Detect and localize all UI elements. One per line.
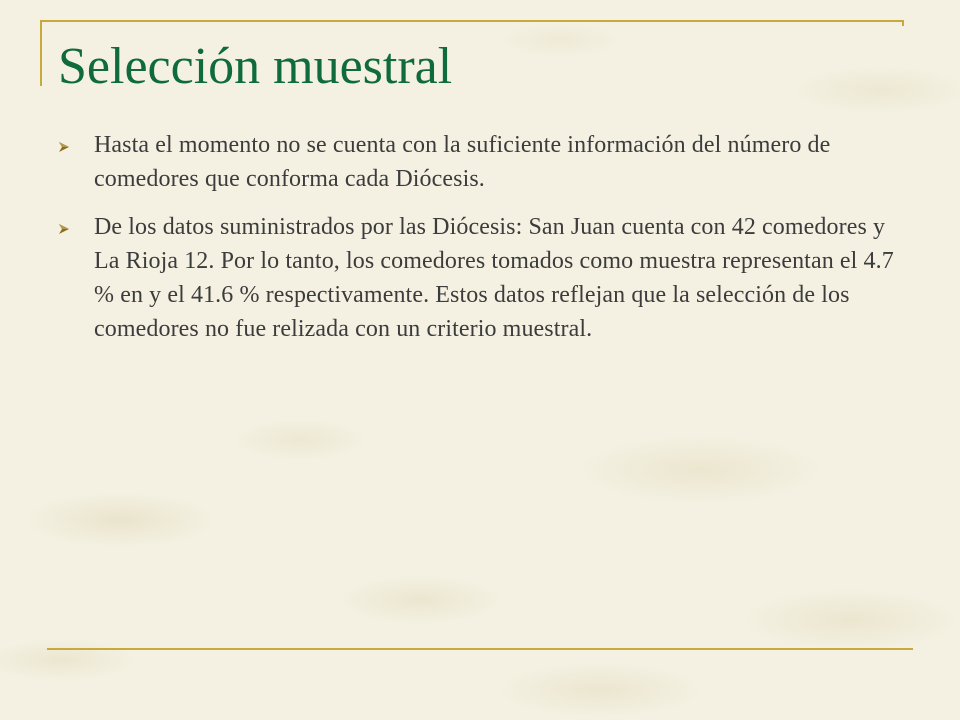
- bullet-list: [58, 128, 908, 360]
- slide-title: Selección muestral: [58, 38, 453, 95]
- arrow-bullet-icon: [58, 128, 94, 153]
- right-frame-tick: [902, 20, 904, 26]
- bullet-item: [58, 210, 908, 346]
- bullet-item: [58, 128, 908, 196]
- arrow-bullet-icon: [58, 210, 94, 235]
- left-frame-line: [40, 20, 42, 86]
- bottom-frame-line: [47, 648, 913, 650]
- top-frame-line: [40, 20, 904, 22]
- bullet-text: De los datos suministrados por las Diócesis: San Juan cuenta con 42 comedores y La Rioja 12. Por lo tanto, los comedores tomados como muestra representan el 4.7 % en y el 41.6 % respectivamente. Estos datos reflejan que la selección de los comedores no fue relizada con un criterio muestral.: [94, 214, 894, 342]
- bullet-text: Hasta el momento no se cuenta con la suficiente información del número de comedores que conforma cada Diócesis.: [94, 132, 831, 192]
